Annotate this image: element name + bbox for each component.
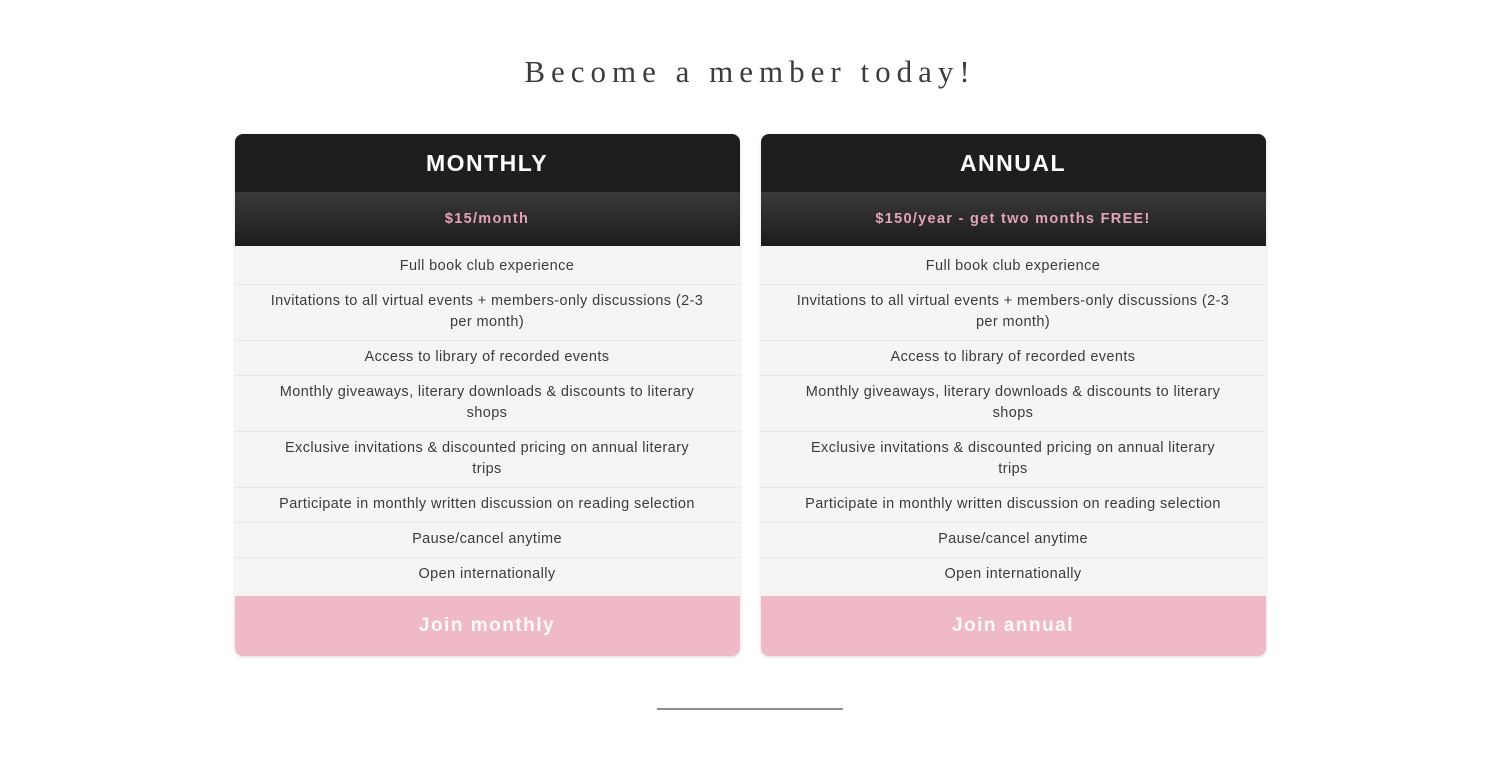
feature-item: Full book club experience [235, 250, 740, 285]
annual-price-bar [761, 192, 1266, 246]
join-annual-button[interactable]: Join annual [761, 596, 1266, 656]
annual-plan-header [761, 134, 1266, 192]
feature-item: Invitations to all virtual events + members-only discussions (2-3 per month) [761, 285, 1266, 341]
feature-item: Pause/cancel anytime [235, 523, 740, 558]
feature-item: Exclusive invitations & discounted pricing on annual literary trips [761, 432, 1266, 488]
plan-card-annual [761, 134, 1266, 656]
join-monthly-button[interactable]: Join monthly [235, 596, 740, 656]
feature-item: Access to library of recorded events [761, 341, 1266, 376]
monthly-plan-header [235, 134, 740, 192]
monthly-feature-list [235, 246, 740, 596]
feature-item: Access to library of recorded events [235, 341, 740, 376]
feature-item: Invitations to all virtual events + members-only discussions (2-3 per month) [235, 285, 740, 341]
page-title: Become a member today! [524, 54, 976, 89]
feature-item: Exclusive invitations & discounted pricing on annual literary trips [235, 432, 740, 488]
annual-price: $150/year - get two months FREE! [875, 211, 1151, 227]
footer-divider [657, 708, 843, 710]
pricing-cards-row [0, 134, 1500, 656]
feature-item: Full book club experience [761, 250, 1266, 285]
annual-plan-name: ANNUAL [959, 149, 1067, 176]
annual-feature-list [761, 246, 1266, 596]
feature-item: Monthly giveaways, literary downloads & discounts to literary shops [235, 376, 740, 432]
monthly-price: $15/month [444, 211, 530, 227]
plan-card-monthly [235, 134, 740, 656]
feature-item: Participate in monthly written discussion on reading selection [761, 488, 1266, 523]
feature-item: Open internationally [944, 566, 1082, 582]
feature-item: Pause/cancel anytime [761, 523, 1266, 558]
feature-item: Participate in monthly written discussion on reading selection [235, 488, 740, 523]
feature-item: Open internationally [418, 566, 556, 582]
feature-item: Monthly giveaways, literary downloads & discounts to literary shops [761, 376, 1266, 432]
monthly-price-bar [235, 192, 740, 246]
monthly-plan-name: MONTHLY [425, 149, 549, 176]
